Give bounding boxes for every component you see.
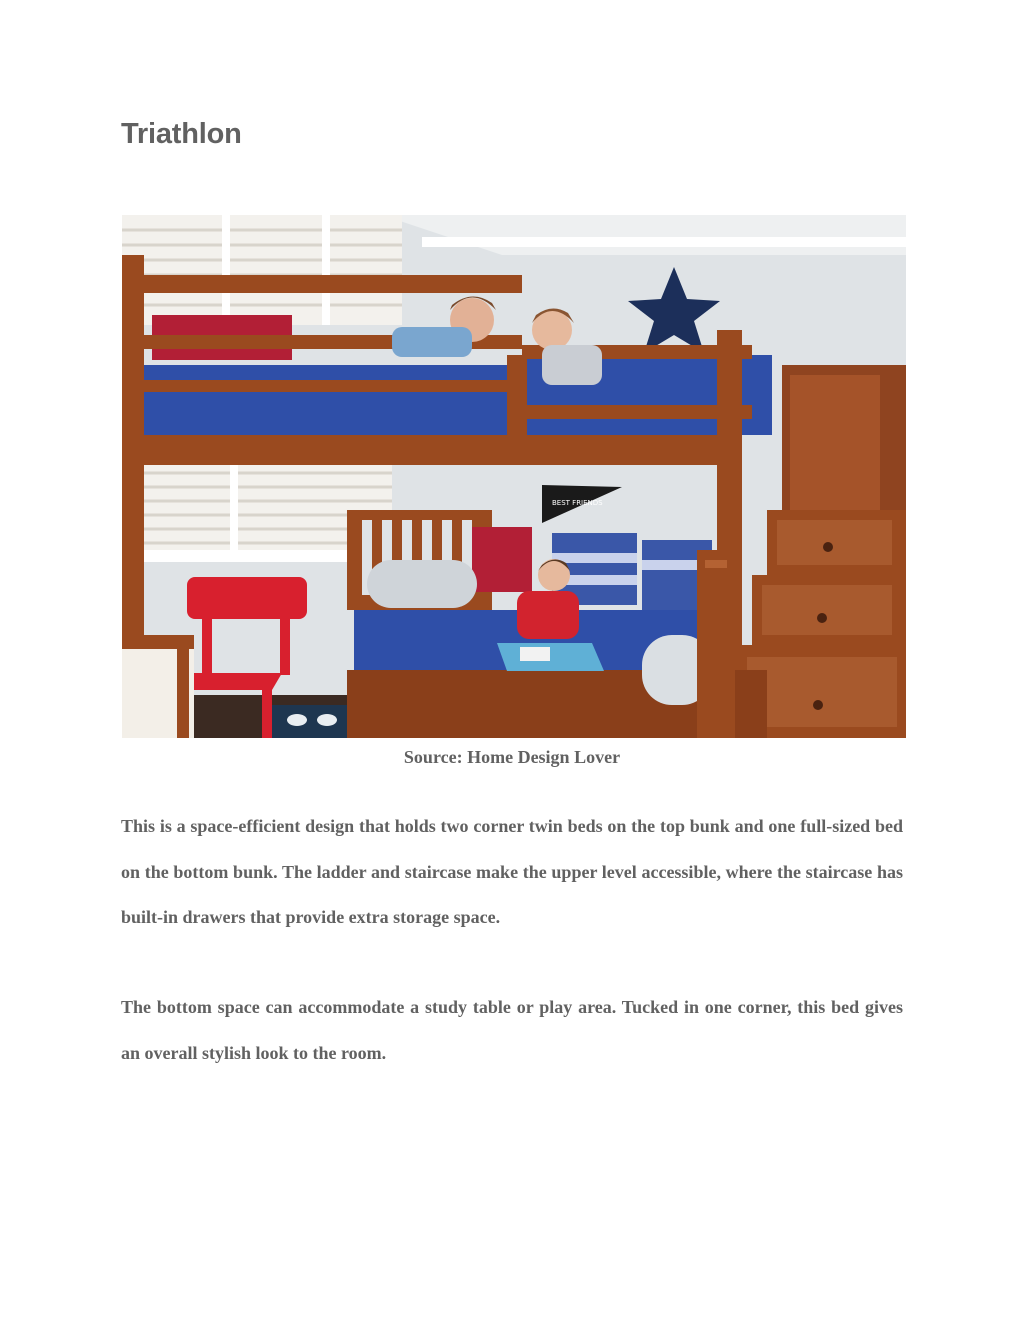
image-caption: Source: Home Design Lover bbox=[403, 747, 621, 767]
desk bbox=[122, 635, 194, 738]
page-title: Triathlon bbox=[121, 118, 242, 150]
paragraph-2: The bottom space can accommodate a study table or play area. Tucked in one corner, this bed gives an overall stylish look to the room. bbox=[121, 997, 903, 1063]
paragraph-1: This is a space-efficient design that holds two corner twin beds on the top bunk and one full-sized bed on the bottom bunk. The ladder and staircase make the upper level accessible, where the staircase has built-in drawers that provide extra storage space. bbox=[121, 816, 903, 927]
pennant-text: BEST FRIENDS bbox=[552, 499, 603, 507]
window-shutters-upper bbox=[122, 215, 402, 325]
bunk-bed-photo bbox=[122, 215, 906, 738]
